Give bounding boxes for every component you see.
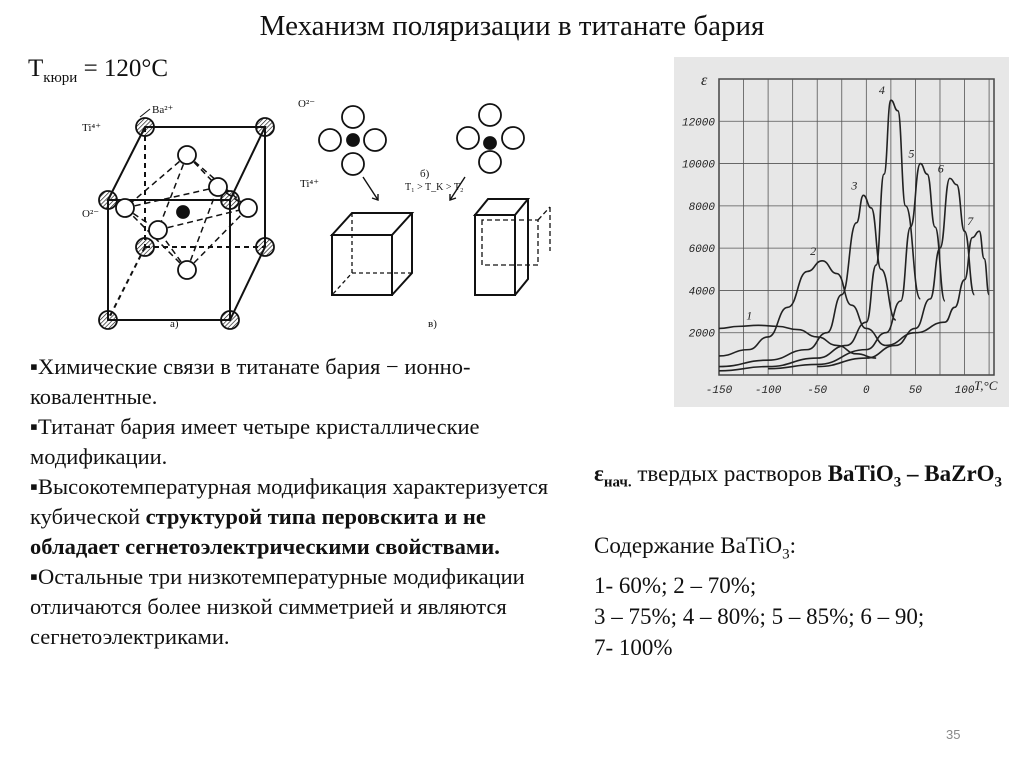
x-tick-label: -100: [754, 385, 782, 397]
x-tick-label: 100: [954, 385, 975, 397]
perovskite-diagram: [70, 95, 560, 335]
x-tick-label: 0: [863, 385, 870, 397]
o-ion-label: O²⁻: [82, 208, 100, 220]
ti-ion-label-2: Ti⁴⁺: [300, 178, 320, 190]
content-list-3: 7- 100%: [594, 635, 673, 661]
bullet-3: ▪Высокотемпературная модификация характеризуется кубической структурой типа перовскита и не обладает сегнетоэлектрическими свойствами.: [30, 474, 549, 559]
bullet-4: ▪Остальные три низкотемпературные модификации отличаются более низкой симметрией и являются сегнетоэлектриками.: [30, 564, 525, 649]
x-tick-label: 50: [908, 385, 923, 397]
series-label-6: 6: [937, 161, 944, 176]
content-list-2: 3 – 75%; 4 – 80%; 5 – 85%; 6 – 90;: [594, 604, 925, 630]
y-tick-label: 10000: [681, 159, 715, 172]
permittivity-chart: [674, 57, 1009, 407]
caption-heading: $\varepsilon_{нач.}$ твердых растворов BaTiO$_3$ – BaZrO$_3$: [594, 461, 1003, 491]
curie-temperature: $T_{кюри} = 120^\circ C$: [28, 55, 169, 86]
series-label-5: 5: [908, 146, 915, 161]
x-axis-label: T,°C: [974, 378, 998, 393]
series-label-4: 4: [878, 83, 885, 98]
slide-title: Механизм поляризации в титанате бария: [259, 10, 765, 42]
ti-ion-label: Ti⁴⁺: [82, 122, 102, 134]
y-tick-label: 8000: [688, 201, 715, 214]
x-tick-label: -50: [807, 385, 828, 397]
page-number: 35: [946, 727, 961, 742]
y-axis-label: ε: [701, 72, 708, 89]
series-label-2: 2: [810, 243, 817, 258]
label-b: б): [420, 168, 430, 180]
temperature-condition: T₁ > T_K > T₂: [405, 182, 464, 193]
x-tick-label: -150: [705, 385, 733, 397]
bullet-list: [30, 352, 580, 652]
y-tick-label: 12000: [681, 117, 715, 130]
series-label-1: 1: [746, 308, 753, 323]
o-ion-label-2: O²⁻: [298, 98, 316, 110]
label-v: в): [428, 318, 437, 330]
label-a: а): [170, 318, 179, 330]
y-tick-label: 4000: [688, 286, 715, 299]
solutions-caption: [594, 458, 1014, 663]
content-label: Содержание BaTiO$_3$:: [594, 532, 796, 563]
content-list-1: 1- 60%; 2 – 70%;: [594, 573, 757, 599]
ba-ion-label: Ba²⁺: [152, 104, 174, 116]
y-tick-label: 2000: [688, 328, 715, 341]
y-tick-label: 6000: [688, 244, 715, 257]
bullet-1: ▪Химические связи в титанате бария − ионно-ковалентные.: [30, 354, 471, 409]
bullet-2: ▪Титанат бария имеет четыре кристаллические модификации.: [30, 414, 480, 469]
series-label-3: 3: [851, 178, 858, 193]
series-label-7: 7: [967, 214, 974, 229]
